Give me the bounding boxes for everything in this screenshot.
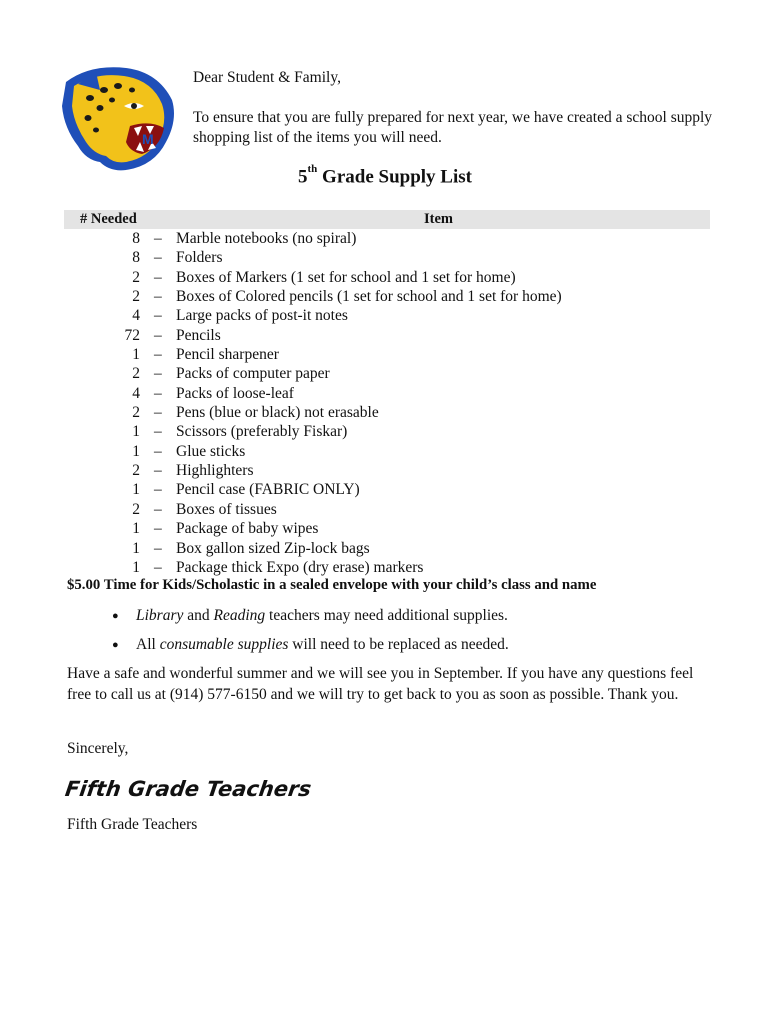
quantity: 72 bbox=[124, 326, 140, 344]
quantity: 1 bbox=[132, 539, 140, 557]
quantity: 2 bbox=[132, 365, 140, 383]
intro-paragraph: To ensure that you are fully prepared for next year, we have created a school supply shopping list of the items you will need. bbox=[193, 109, 713, 146]
emphasis-library: Library bbox=[136, 607, 184, 624]
dash: – bbox=[154, 288, 162, 306]
table-header bbox=[64, 210, 710, 229]
header-item: Item bbox=[424, 211, 453, 227]
item-description: Folders bbox=[176, 249, 223, 267]
quantity: 4 bbox=[132, 307, 140, 325]
bullet-icon: ● bbox=[112, 610, 119, 622]
dash: – bbox=[154, 520, 162, 538]
bullet-pre: All bbox=[136, 636, 160, 653]
signature-name: Fifth Grade Teachers bbox=[67, 816, 198, 833]
quantity: 1 bbox=[132, 481, 140, 499]
item-description: Pencils bbox=[176, 326, 221, 344]
item-description: Boxes of Colored pencils (1 set for school and 1 set for home) bbox=[176, 288, 562, 306]
intro-section bbox=[193, 68, 713, 168]
quantity: 2 bbox=[132, 268, 140, 286]
fee-note: $5.00 Time for Kids/Scholastic in a sealed envelope with your child’s class and name bbox=[67, 577, 597, 593]
item-description: Boxes of Markers (1 set for school and 1 set for home) bbox=[176, 268, 516, 286]
item-description: Pencil case (FABRIC ONLY) bbox=[176, 481, 360, 499]
item-description: Packs of loose-leaf bbox=[176, 384, 294, 402]
dash: – bbox=[154, 365, 162, 383]
title-rest: Grade Supply List bbox=[322, 166, 472, 188]
dash: – bbox=[154, 346, 162, 364]
header-needed: # Needed bbox=[80, 211, 137, 227]
jaguar-logo-icon bbox=[60, 62, 178, 174]
quantity: 2 bbox=[132, 500, 140, 518]
quantity: 1 bbox=[132, 520, 140, 538]
item-description: Pencil sharpener bbox=[176, 346, 279, 364]
bullet-icon: ● bbox=[112, 639, 119, 651]
bullet-rest: will need to be replaced as needed. bbox=[288, 636, 509, 653]
bullet-text bbox=[136, 606, 508, 626]
greeting: Dear Student & Family, bbox=[193, 69, 341, 86]
item-description: Packs of computer paper bbox=[176, 365, 330, 383]
quantity: 1 bbox=[132, 442, 140, 460]
quantity: 8 bbox=[132, 230, 140, 247]
bullet-text bbox=[136, 635, 509, 655]
dash: – bbox=[154, 249, 162, 267]
svg-text:Fifth Grade Teachers: Fifth Grade Teachers bbox=[63, 776, 313, 801]
item-description: Glue sticks bbox=[176, 442, 246, 460]
closing-paragraph: Have a safe and wonderful summer and we will see you in September. If you have any questions feel free to call us at (914) 577-6150 and we will try to get back to you as soon as possible. Thank you. bbox=[67, 665, 694, 703]
dash: – bbox=[154, 326, 162, 344]
dash: – bbox=[154, 462, 162, 480]
dash: – bbox=[154, 442, 162, 460]
title-suffix: th bbox=[307, 163, 318, 175]
svg-text:M: M bbox=[142, 131, 154, 147]
dash: – bbox=[154, 558, 162, 576]
item-description: Scissors (preferably Fiskar) bbox=[176, 423, 348, 441]
item-description: Large packs of post-it notes bbox=[176, 307, 348, 325]
dash: – bbox=[154, 268, 162, 286]
sincerely: Sincerely, bbox=[67, 740, 129, 757]
dash: – bbox=[154, 539, 162, 557]
bullet-and: and bbox=[183, 607, 214, 624]
dash: – bbox=[154, 384, 162, 402]
dash: – bbox=[154, 481, 162, 499]
dash: – bbox=[154, 500, 162, 518]
dash: – bbox=[154, 404, 162, 422]
quantity: 1 bbox=[132, 558, 140, 576]
dash: – bbox=[154, 307, 162, 325]
signature-image bbox=[63, 770, 313, 804]
quantity: 2 bbox=[132, 404, 140, 422]
item-description: Highlighters bbox=[176, 462, 254, 480]
emphasis-consumable: consumable supplies bbox=[159, 636, 289, 653]
title-ordinal: 5 bbox=[298, 166, 308, 188]
item-description: Package of baby wipes bbox=[176, 520, 319, 538]
quantity: 1 bbox=[132, 423, 140, 441]
item-description: Marble notebooks (no spiral) bbox=[176, 230, 357, 247]
emphasis-reading: Reading bbox=[213, 607, 266, 624]
item-description: Package thick Expo (dry erase) markers bbox=[176, 558, 424, 576]
quantity: 4 bbox=[132, 384, 140, 402]
quantity: 2 bbox=[132, 462, 140, 480]
quantity: 1 bbox=[132, 346, 140, 364]
dash: – bbox=[154, 230, 162, 247]
item-description: Boxes of tissues bbox=[176, 500, 277, 518]
dash: – bbox=[154, 423, 162, 441]
page-title bbox=[0, 163, 770, 188]
quantity: 2 bbox=[132, 288, 140, 306]
bullet-rest: teachers may need additional supplies. bbox=[265, 607, 508, 624]
item-description: Box gallon sized Zip-lock bags bbox=[176, 539, 370, 557]
item-description: Pens (blue or black) not erasable bbox=[176, 404, 379, 422]
quantity: 8 bbox=[132, 249, 140, 267]
